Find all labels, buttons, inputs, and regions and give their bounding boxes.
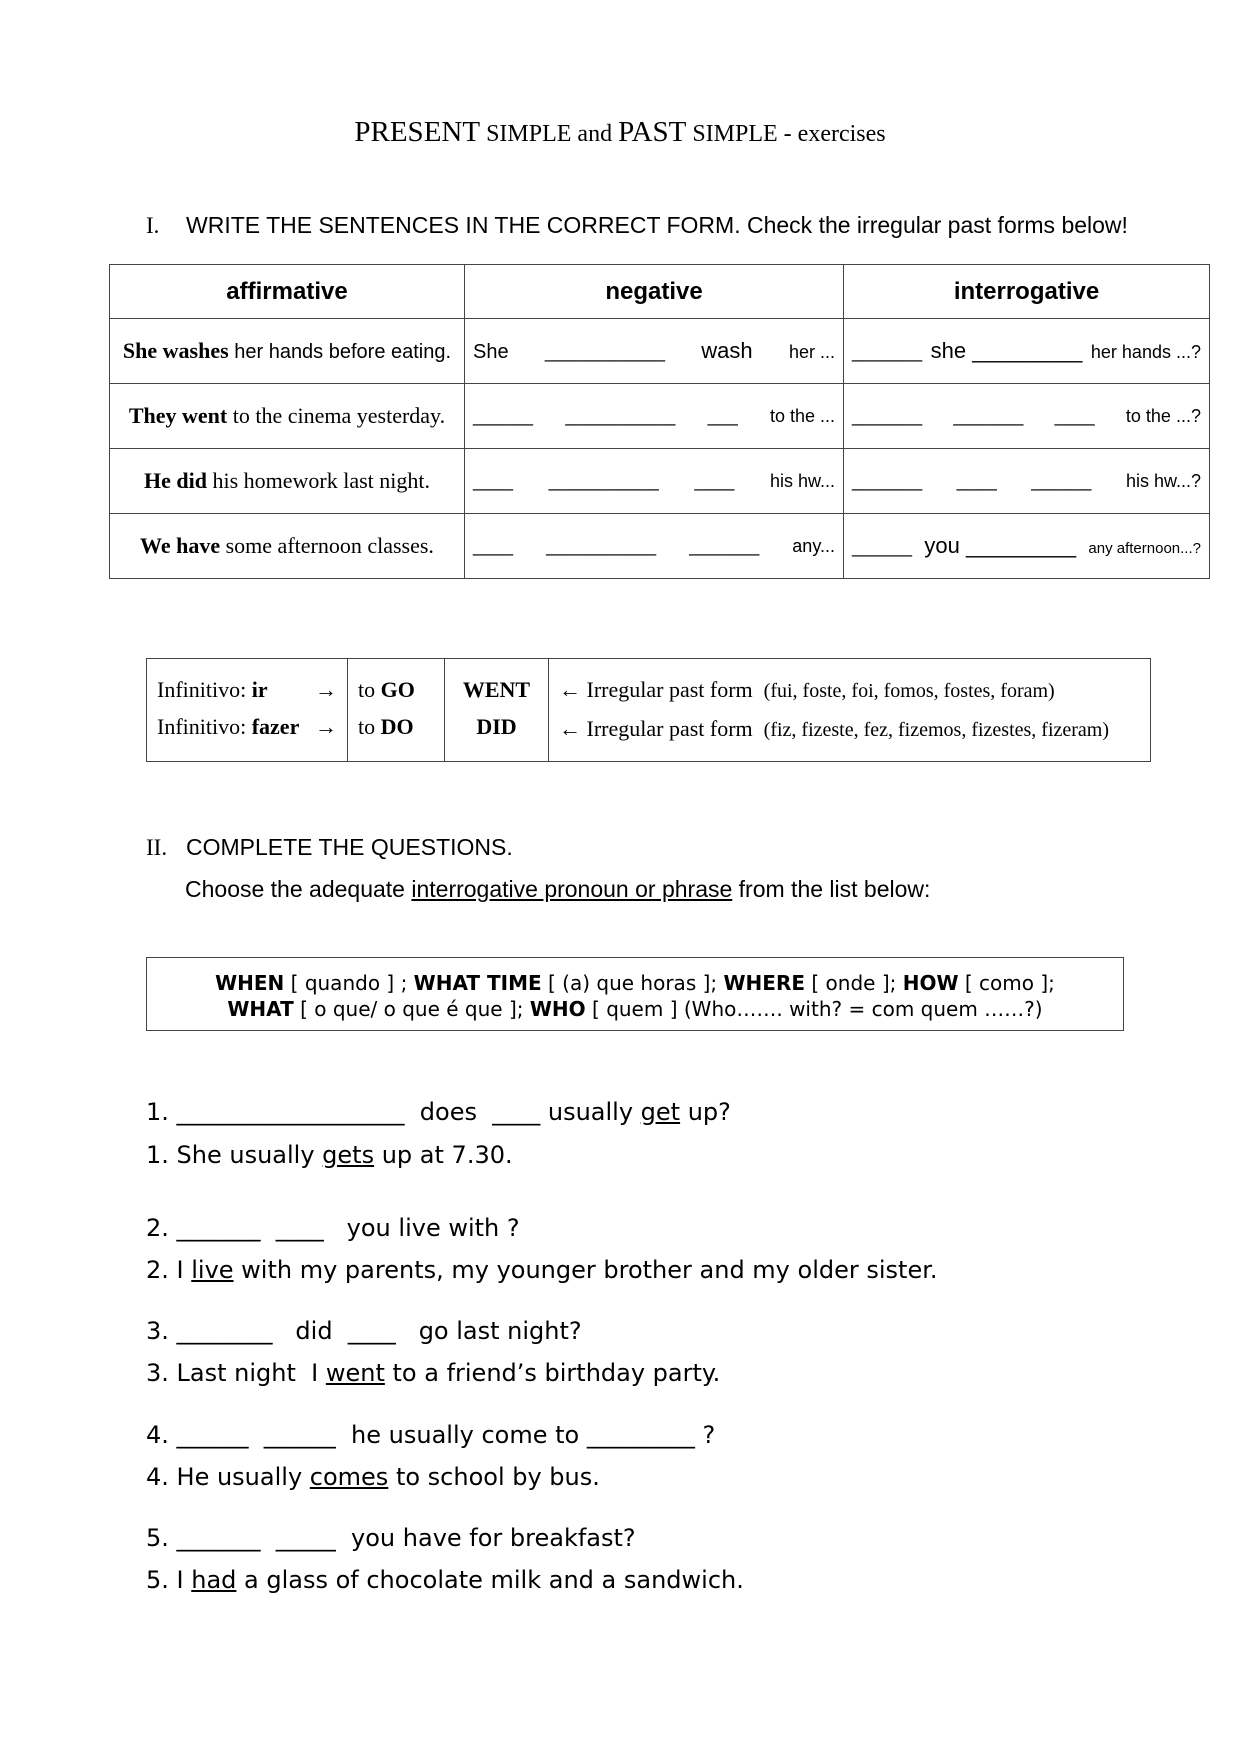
pronoun-translation: [ quem ] (Who……. with? = com quem ……?) xyxy=(585,997,1043,1021)
question-2[interactable]: 2. _______ ____ you live with ? xyxy=(146,1214,520,1242)
question-4[interactable]: 4. ______ ______ he usually come to _________ ? xyxy=(146,1421,716,1449)
interrogative-cell[interactable]: _______ she _________ her hands ...? xyxy=(844,319,1210,384)
section-2-instructions: Choose the adequate interrogative pronoun or phrase from the list below: xyxy=(185,876,931,902)
sentence-forms-table xyxy=(109,264,1210,579)
question-1[interactable]: 1. ___________________ does ____ usually get up? xyxy=(146,1098,731,1126)
table-row xyxy=(110,514,1210,579)
pronoun-line-2 xyxy=(147,996,1123,1022)
page-title: PRESENT SIMPLE and PAST SIMPLE - exercises xyxy=(354,116,886,148)
pronoun-translation: [ o que/ o que é que ]; xyxy=(293,997,530,1021)
irregular-past-table xyxy=(146,658,1151,762)
table-row xyxy=(110,384,1210,449)
affirmative-cell: They went to the cinema yesterday. xyxy=(110,384,465,449)
affirmative-cell: We have some afternoon classes. xyxy=(110,514,465,579)
pronoun-translation: [ onde ]; xyxy=(805,971,903,995)
english-verb-cell: to GO to DO xyxy=(348,659,445,762)
answer-1: 1. She usually gets up at 7.30. xyxy=(146,1141,513,1169)
note-cell: ← Irregular past form (fui, foste, foi, fomos, fostes, foram) ← Irregular past form (fiz, fizeste, fez, fizemos, fizestes, fizeram) xyxy=(549,659,1151,762)
interrogative-cell[interactable]: ______ you _________ any afternoon...? xyxy=(844,514,1210,579)
pronoun-translation: [ como ]; xyxy=(958,971,1055,995)
interrogative-cell[interactable]: _______ ____ ______ his hw...? xyxy=(844,449,1210,514)
answer-4: 4. He usually comes to school by bus. xyxy=(146,1463,600,1491)
pronoun-keyword: WHAT xyxy=(227,997,294,1021)
pronoun-translation: [ quando ] ; xyxy=(284,971,414,995)
pronoun-keyword: WHEN xyxy=(215,971,285,995)
negative-cell[interactable]: ____ ___________ _______ any... xyxy=(465,514,844,579)
answer-3: 3. Last night I went to a friend’s birthday party. xyxy=(146,1359,721,1387)
section-1-heading: I. WRITE THE SENTENCES IN THE CORRECT FORM. Check the irregular past forms below! xyxy=(146,212,1128,238)
pronoun-keyword: WHERE xyxy=(723,971,806,995)
question-3[interactable]: 3. ________ did ____ go last night? xyxy=(146,1317,582,1345)
section-2-heading: II. COMPLETE THE QUESTIONS. xyxy=(146,834,513,860)
pronoun-translation: [ (a) que horas ]; xyxy=(541,971,724,995)
negative-cell[interactable]: ______ ___________ ___ to the ... xyxy=(465,384,844,449)
question-5[interactable]: 5. _______ _____ you have for breakfast? xyxy=(146,1524,636,1552)
answer-2: 2. I live with my parents, my younger brother and my older sister. xyxy=(146,1256,938,1284)
affirmative-cell: He did his homework last night. xyxy=(110,449,465,514)
pronoun-list-box xyxy=(146,957,1124,1031)
pronoun-keyword: WHAT TIME xyxy=(413,971,542,995)
negative-cell[interactable]: She ____________ wash her ... xyxy=(465,319,844,384)
pronoun-keyword: HOW xyxy=(902,971,959,995)
pronoun-keyword: WHO xyxy=(529,997,586,1021)
answer-5: 5. I had a glass of chocolate milk and a sandwich. xyxy=(146,1566,744,1594)
interrogative-cell[interactable]: _______ _______ ____ to the ...? xyxy=(844,384,1210,449)
header-negative: negative xyxy=(465,265,844,319)
header-interrogative: interrogative xyxy=(844,265,1210,319)
infinitive-cell: Infinitivo: ir → Infinitivo: fazer → xyxy=(147,659,348,762)
table-row xyxy=(147,659,1151,762)
table-row xyxy=(110,319,1210,384)
pronoun-line-1 xyxy=(147,970,1123,996)
header-affirmative: affirmative xyxy=(110,265,465,319)
affirmative-cell: She washes her hands before eating. xyxy=(110,319,465,384)
negative-cell[interactable]: ____ ___________ ____ his hw... xyxy=(465,449,844,514)
past-form-cell: WENT DID xyxy=(445,659,549,762)
table-row xyxy=(110,449,1210,514)
table-header-row xyxy=(110,265,1210,319)
